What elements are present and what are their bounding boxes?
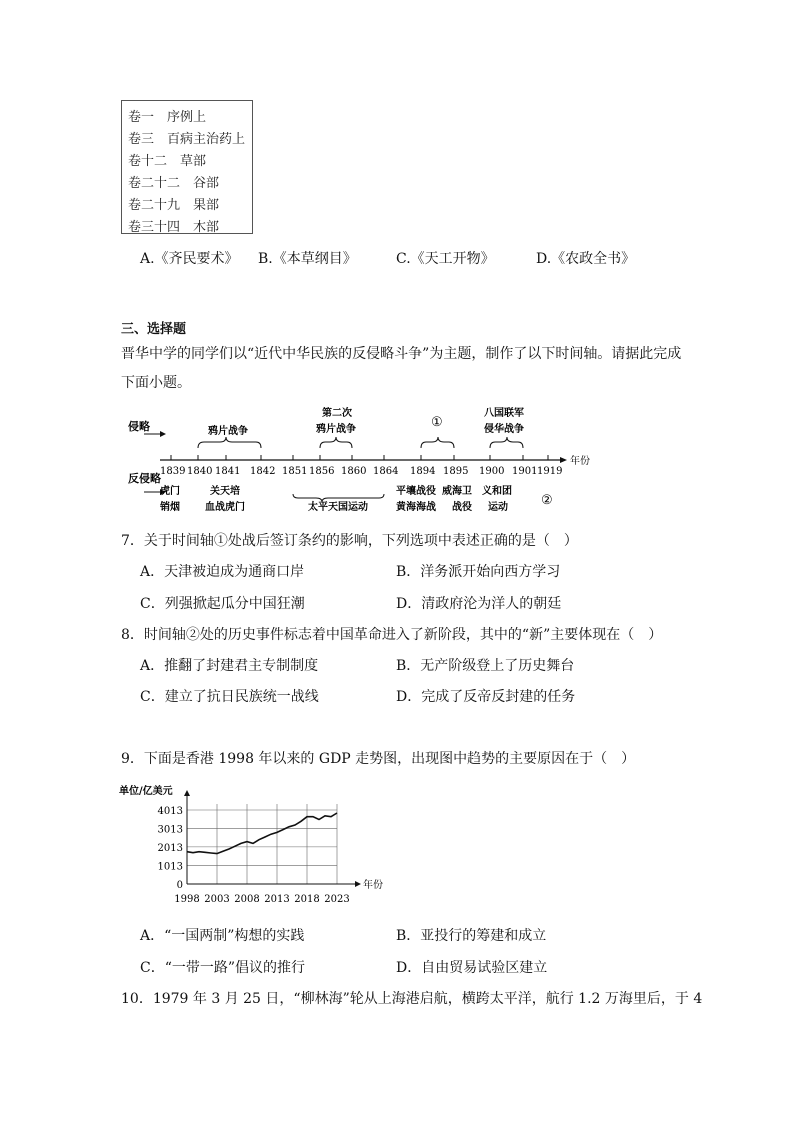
timeline-diagram <box>120 400 600 520</box>
event-humen: 虎门 <box>160 486 180 497</box>
timeline-label-resistance: 反侵略 <box>128 472 161 485</box>
year-label: 1894 <box>410 466 436 477</box>
x-axis-arrow <box>355 881 361 887</box>
q8-option-d[interactable]: D．完成了反帝反封建的任务 <box>396 689 576 705</box>
q9-option-d[interactable]: D．自由贸易试验区建立 <box>396 960 548 976</box>
book-line: 卷三 百病主治药上 <box>128 132 246 147</box>
year-label: 1851 <box>282 466 308 477</box>
timeline-unit: 年份 <box>570 456 590 467</box>
x-tick-label: 2003 <box>204 894 230 905</box>
y-tick-label: 1013 <box>157 861 183 873</box>
x-tick-label: 1998 <box>174 894 200 905</box>
q7-option-d[interactable]: D．清政府沦为洋人的朝廷 <box>396 596 562 612</box>
year-label: 1919 <box>537 466 563 477</box>
event-invasion-war: 侵华战争 <box>484 424 524 435</box>
q9-option-c[interactable]: C．“一带一路”倡议的推行 <box>140 960 306 976</box>
y-tick-label: 3013 <box>157 824 183 836</box>
event-weihaiwei-2: 战役 <box>452 502 472 513</box>
year-label: 1840 <box>187 466 213 477</box>
marker-2: ② <box>541 493 553 508</box>
timeline-axis-arrow <box>560 457 567 463</box>
q9-stem: 9．下面是香港 1998 年以来的 GDP 走势图，出现图中趋势的主要原因在于（ ） <box>121 751 636 767</box>
event-eight-nation: 八国联军 <box>484 408 524 419</box>
year-label: 1839 <box>160 466 186 477</box>
year-label: 1860 <box>341 466 367 477</box>
section-title: 三、选择题 <box>121 322 187 337</box>
intro-line-2: 下面小题。 <box>121 375 191 391</box>
x-tick-label: 2023 <box>324 894 350 905</box>
timeline-label-invasion: 侵略 <box>128 420 150 433</box>
x-tick-label: 2018 <box>294 894 320 905</box>
q6-option-a[interactable]: A.《齐民要术》 <box>140 251 239 267</box>
q9-option-b[interactable]: B．亚投行的筹建和成立 <box>396 928 547 944</box>
q8-option-a[interactable]: A．推翻了封建君主专制制度 <box>140 658 319 674</box>
y-axis-arrow <box>184 790 190 796</box>
brace-boxer-war <box>490 437 523 448</box>
gdp-line-chart <box>115 780 395 910</box>
q9-option-a[interactable]: A．“一国两制”构想的实践 <box>140 928 305 944</box>
event-opium-war: 鸦片战争 <box>208 426 248 437</box>
y-tick-label: 0 <box>176 880 183 891</box>
chart-ylabel: 单位/亿美元 <box>119 786 173 797</box>
q8-option-b[interactable]: B．无产阶级登上了历史舞台 <box>396 658 575 674</box>
arrow-head <box>160 431 166 437</box>
chart-xlabel: 年份 <box>363 880 383 891</box>
q6-option-c[interactable]: C.《天工开物》 <box>396 251 495 267</box>
book-contents-box <box>121 100 253 234</box>
year-label: 1864 <box>373 466 399 477</box>
book-line: 卷十二 草部 <box>128 154 207 169</box>
book-line: 卷二十二 谷部 <box>128 176 220 191</box>
q7-option-a[interactable]: A．天津被迫成为通商口岸 <box>140 564 305 580</box>
marker-1: ① <box>431 415 443 430</box>
year-label: 1841 <box>215 466 241 477</box>
brace-second-opium-war <box>320 437 352 448</box>
book-line: 卷一 序例上 <box>128 110 207 125</box>
q6-option-b[interactable]: B.《本草纲目》 <box>258 251 357 267</box>
event-boxer: 义和团 <box>482 486 512 497</box>
brace-taiping <box>293 494 384 502</box>
brace-opium-war <box>198 437 261 448</box>
event-second-opium-war: 鸦片战争 <box>316 424 356 435</box>
event-boxer-2: 运动 <box>488 502 508 513</box>
q6-option-d[interactable]: D.《农政全书》 <box>536 251 636 267</box>
book-line: 卷三十四 木部 <box>128 220 220 235</box>
q8-stem: 8．时间轴②处的历史事件标志着中国革命进入了新阶段，其中的“新”主要体现在（ ） <box>121 627 663 643</box>
y-tick-label: 2013 <box>157 842 183 854</box>
event-pyongyang: 平壤战役 <box>396 486 436 497</box>
x-tick-label: 2013 <box>264 894 290 905</box>
year-label: 1856 <box>309 466 335 477</box>
book-line: 卷二十九 果部 <box>128 198 220 213</box>
event-guan-2: 血战虎门 <box>205 502 245 513</box>
year-label: 1900 <box>479 466 505 477</box>
q10-stem: 10．1979 年 3 月 25 日，“柳林海”轮从上海港启航，横跨太平洋，航行 1.2 万海里后，于 4 <box>121 991 703 1007</box>
event-taiping: 太平天国运动 <box>308 502 368 513</box>
y-tick-label: 4013 <box>157 806 183 817</box>
event-yellow-sea: 黄海海战 <box>396 502 436 513</box>
event-humen-2: 销烟 <box>160 502 180 513</box>
event-guan: 关天培 <box>210 486 240 497</box>
brace-marker-1 <box>421 437 454 448</box>
q8-option-c[interactable]: C．建立了抗日民族统一战线 <box>140 689 319 705</box>
year-label: 1842 <box>250 466 276 477</box>
q7-stem: 7．关于时间轴①处战后签订条约的影响，下列选项中表述正确的是（ ） <box>121 533 578 549</box>
year-label: 1895 <box>443 466 469 477</box>
year-label: 1901 <box>512 466 538 477</box>
event-weihaiwei: 威海卫 <box>442 486 472 497</box>
q7-option-b[interactable]: B．洋务派开始向西方学习 <box>396 564 561 580</box>
x-tick-label: 2008 <box>234 894 260 905</box>
q7-option-c[interactable]: C．列强掀起瓜分中国狂潮 <box>140 596 305 612</box>
gdp-series-line <box>187 813 337 854</box>
event-second-label: 第二次 <box>322 408 352 419</box>
intro-line-1: 晋华中学的同学们以“近代中华民族的反侵略斗争”为主题，制作了以下时间轴。请据此完成 <box>121 346 682 362</box>
